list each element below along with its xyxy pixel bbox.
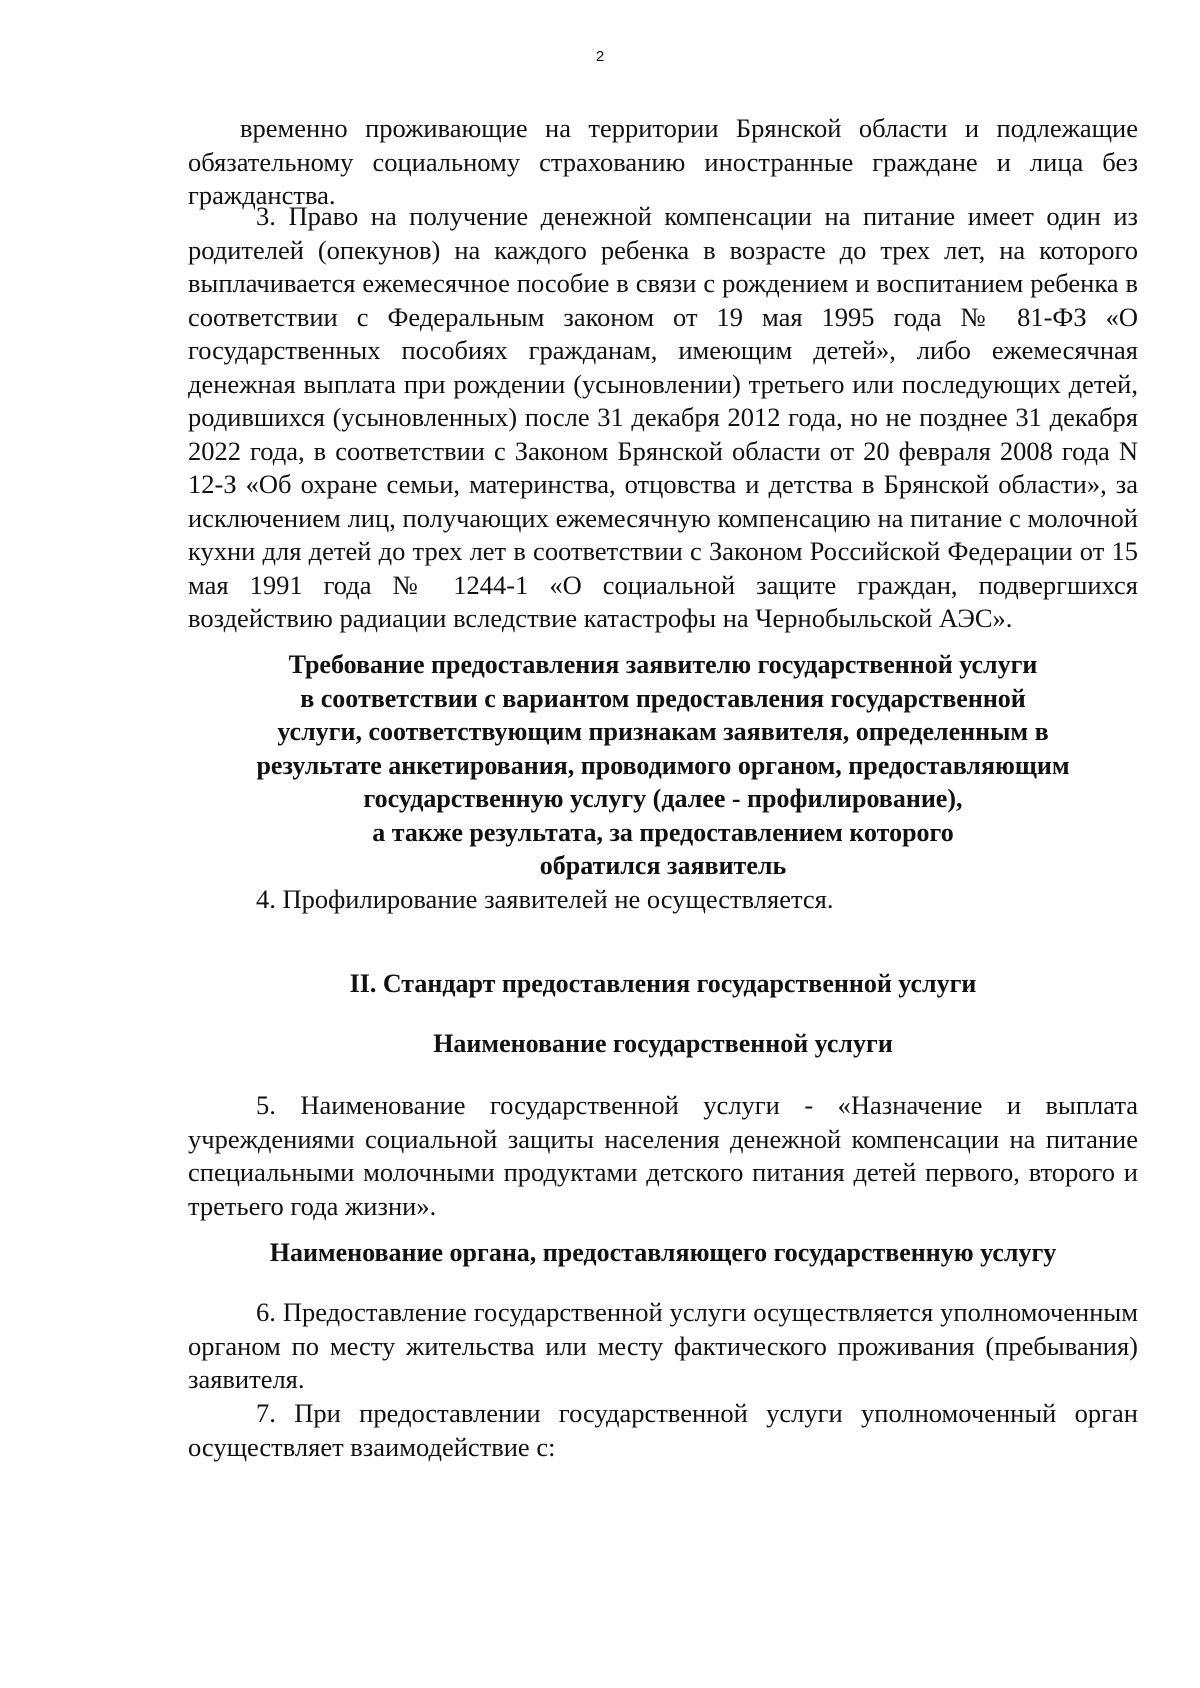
heading-profiling-line: а также результата, за предоставлением которого bbox=[372, 817, 954, 847]
heading-service-name: Наименование государственной услуги bbox=[433, 1029, 893, 1058]
heading-profiling-line: результате анкетирования, проводимого органом, предоставляющим bbox=[256, 750, 1070, 780]
paragraph-4: 4. Профилирование заявителей не осуществляется. bbox=[256, 884, 834, 914]
paragraph-6: 6. Предоставление государственной услуги осуществляется уполномоченным органом по месту жительства или месту фактического проживания (пребывания) заявителя. bbox=[188, 1297, 1138, 1394]
paragraph-continuation: временно проживающие на территории Брянской области и подлежащие обязательному социальному страхованию иностранные граждане и лица без гражданства. bbox=[188, 113, 1138, 210]
heading-section-2: II. Стандарт предоставления государственной услуги bbox=[349, 969, 977, 998]
heading-profiling-line: Требование предоставления заявителю государственной услуги bbox=[288, 650, 1038, 679]
paragraph-3: 3. Право на получение денежной компенсации на питание имеет один из родителей (опекунов) на каждого ребенка в возрасте до трех лет, на которого выплачивается ежемесячное пособие в связи с рождением и воспитанием ребенка в соответствии с Федеральным законом от 19 мая 1995 года № 81-ФЗ «О государственных пособиях гражданам, имеющим детей», либо ежемесячная денежная выплата при рождении (усыновлении) третьего или последующих детей, родившихся (усыновленных) после 31 декабря 2012 года, но не позднее 31 декабря 2022 года, в соответствии с Законом Брянской области от 20 февраля 2008 года N 12-З «Об охране семьи, материнства, отцовства и детства в Брянской области», за исключением лиц, получающих ежемесячную компенсацию на питание с молочной кухни для детей до трех лет в соответствии с Законом Российской Федерации от 15 мая 1991 года № 1244-1 «О социальной защите граждан, подвергшихся воздействию радиации вследствие катастрофы на Чернобыльской АЭС». bbox=[188, 201, 1138, 633]
page-number: 2 bbox=[595, 48, 605, 65]
paragraph-7: 7. При предоставлении государственной услуги уполномоченный орган осуществляет взаимодействие с: bbox=[188, 1398, 1138, 1462]
paragraph-5: 5. Наименование государственной услуги - «Назначение и выплата учреждениями социальной защиты населения денежной компенсации на питание специальными молочными продуктами детского питания детей первого, второго и третьего года жизни». bbox=[188, 1090, 1138, 1221]
heading-authority-name: Наименование органа, предоставляющего государственную услугу bbox=[269, 1238, 1057, 1267]
heading-profiling bbox=[188, 648, 1138, 883]
heading-profiling-line: в соответствии с вариантом предоставления государственной bbox=[300, 683, 1026, 713]
heading-profiling-line: государственную услугу (далее - профилирование), bbox=[363, 784, 963, 813]
heading-profiling-line: обратился заявитель bbox=[539, 851, 787, 880]
heading-profiling-line: услуги, соответствующим признакам заявителя, определенным в bbox=[277, 717, 1049, 746]
